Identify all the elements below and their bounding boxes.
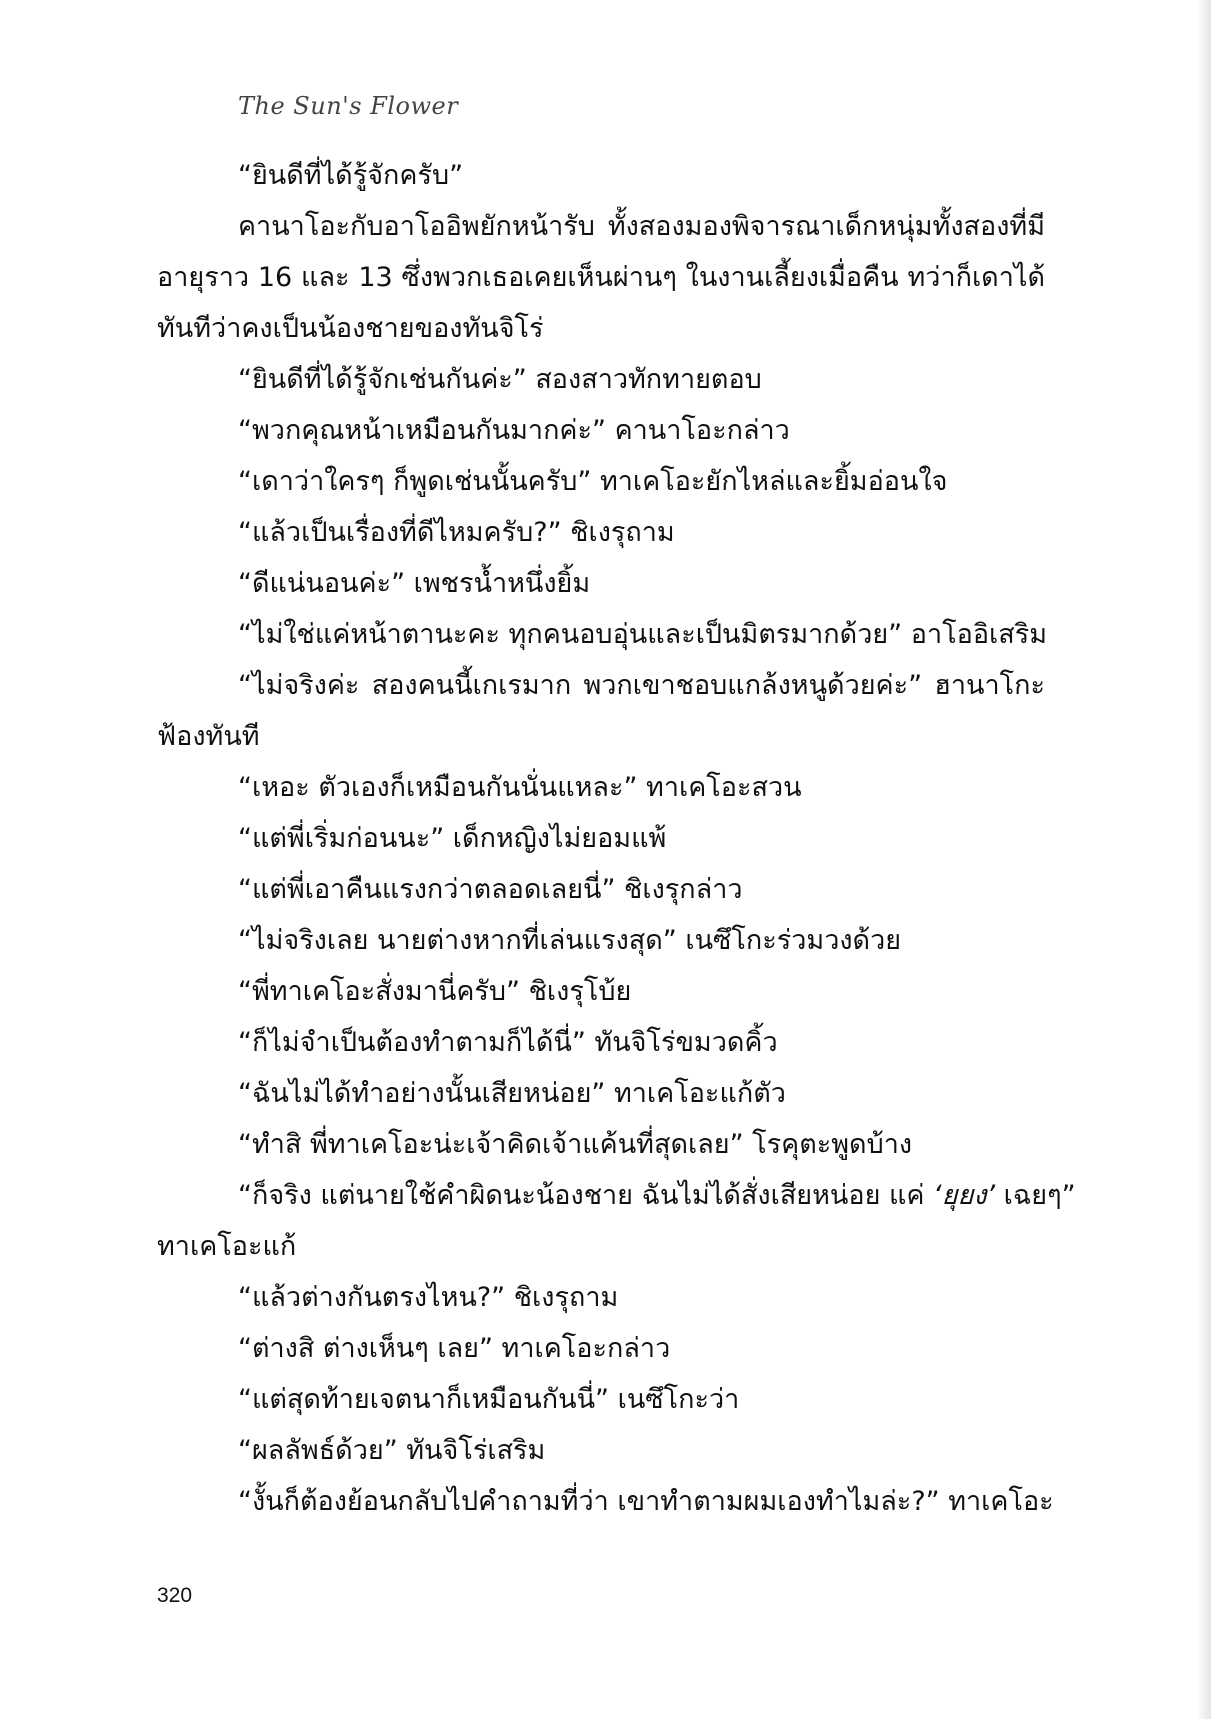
text-line: “ไม่จริงค่ะ สองคนนี้เกเรมาก พวกเขาชอบแกล้งหนูด้วยค่ะ” ฮานาโกะ [238,670,1045,701]
line-text: เฉยๆ” [995,1180,1076,1211]
line-text: “ก็จริง แต่นายใช้คำผิดนะน้องชาย ฉันไม่ได้สั่งเสียหน่อย แค่ [238,1180,934,1211]
text-line: “งั้นก็ต้องย้อนกลับไปคำถามที่ว่า เขาทำตามผมเองทำไมล่ะ?” ทาเคโอะ [238,1486,1054,1517]
text-line: “ผลลัพธ์ด้วย” ทันจิโร่เสริม [238,1435,546,1466]
text-line: “ไม่จริงเลย นายต่างหากที่เล่นแรงสุด” เนซึโกะร่วมวงด้วย [238,925,902,956]
text-line: “แต่พี่เริ่มก่อนนะ” เด็กหญิงไม่ยอมแพ้ [238,823,667,854]
page-edge-shadow [1197,0,1211,1719]
text-line-with-emphasis [157,1170,1076,1221]
text-line: “ฉันไม่ได้ทำอย่างนั้นเสียหน่อย” ทาเคโอะแก้ตัว [238,1078,786,1109]
text-line: อายุราว 16 และ 13 ซึ่งพวกเธอเคยเห็นผ่านๆ ในงานเลี้ยงเมื่อคืน ทว่าก็เดาได้ [157,262,1045,293]
text-line: “ต่างสิ ต่างเห็นๆ เลย” ทาเคโอะกล่าว [238,1333,671,1364]
page-number: 320 [157,1584,193,1607]
text-line: “เหอะ ตัวเองก็เหมือนกันนั่นแหละ” ทาเคโอะสวน [238,772,802,803]
text-line: คานาโอะกับอาโออิพยักหน้ารับ ทั้งสองมองพิจารณาเด็กหนุ่มทั้งสองที่มี [238,211,1045,242]
text-line: “เดาว่าใครๆ ก็พูดเช่นนั้นครับ” ทาเคโอะยักไหล่และยิ้มอ่อนใจ [238,466,948,497]
text-line: “ยินดีที่ได้รู้จักเช่นกันค่ะ” สองสาวทักทายตอบ [238,364,762,395]
text-line: “พี่ทาเคโอะสั่งมานี่ครับ” ชิเงรุโบ้ย [238,976,632,1007]
running-head: The Sun's Flower [238,92,459,120]
text-line: ทาเคโอะแก้ [157,1231,297,1262]
text-line: “ก็ไม่จำเป็นต้องทำตามก็ได้นี่” ทันจิโร่ขมวดคิ้ว [238,1027,778,1058]
text-line: “พวกคุณหน้าเหมือนกันมากค่ะ” คานาโอะกล่าว [238,415,790,446]
emphasis-word: ‘ยุยง’ [933,1180,996,1211]
text-line: “ดีแน่นอนค่ะ” เพชรน้ำหนึ่งยิ้ม [238,568,591,599]
text-line: “แต่สุดท้ายเจตนาก็เหมือนกันนี่” เนซึโกะว่า [238,1384,740,1415]
text-line: ทันทีว่าคงเป็นน้องชายของทันจิโร่ [157,313,544,344]
text-line: “แล้วเป็นเรื่องที่ดีไหมครับ?” ชิเงรุถาม [238,517,675,548]
text-line: ฟ้องทันที [157,721,260,752]
text-line: “ไม่ใช่แค่หน้าตานะคะ ทุกคนอบอุ่นและเป็นมิตรมากด้วย” อาโออิเสริม [238,619,1048,650]
text-line: “แต่พี่เอาคืนแรงกว่าตลอดเลยนี่” ชิเงรุกล่าว [238,874,743,905]
text-line: “แล้วต่างกันตรงไหน?” ชิเงรุถาม [238,1282,619,1313]
text-line: “ยินดีที่ได้รู้จักครับ” [238,160,464,191]
text-line: “ทำสิ พี่ทาเคโอะน่ะเจ้าคิดเจ้าแค้นที่สุดเลย” โรคุตะพูดบ้าง [238,1129,913,1160]
body-text [157,150,1076,1527]
